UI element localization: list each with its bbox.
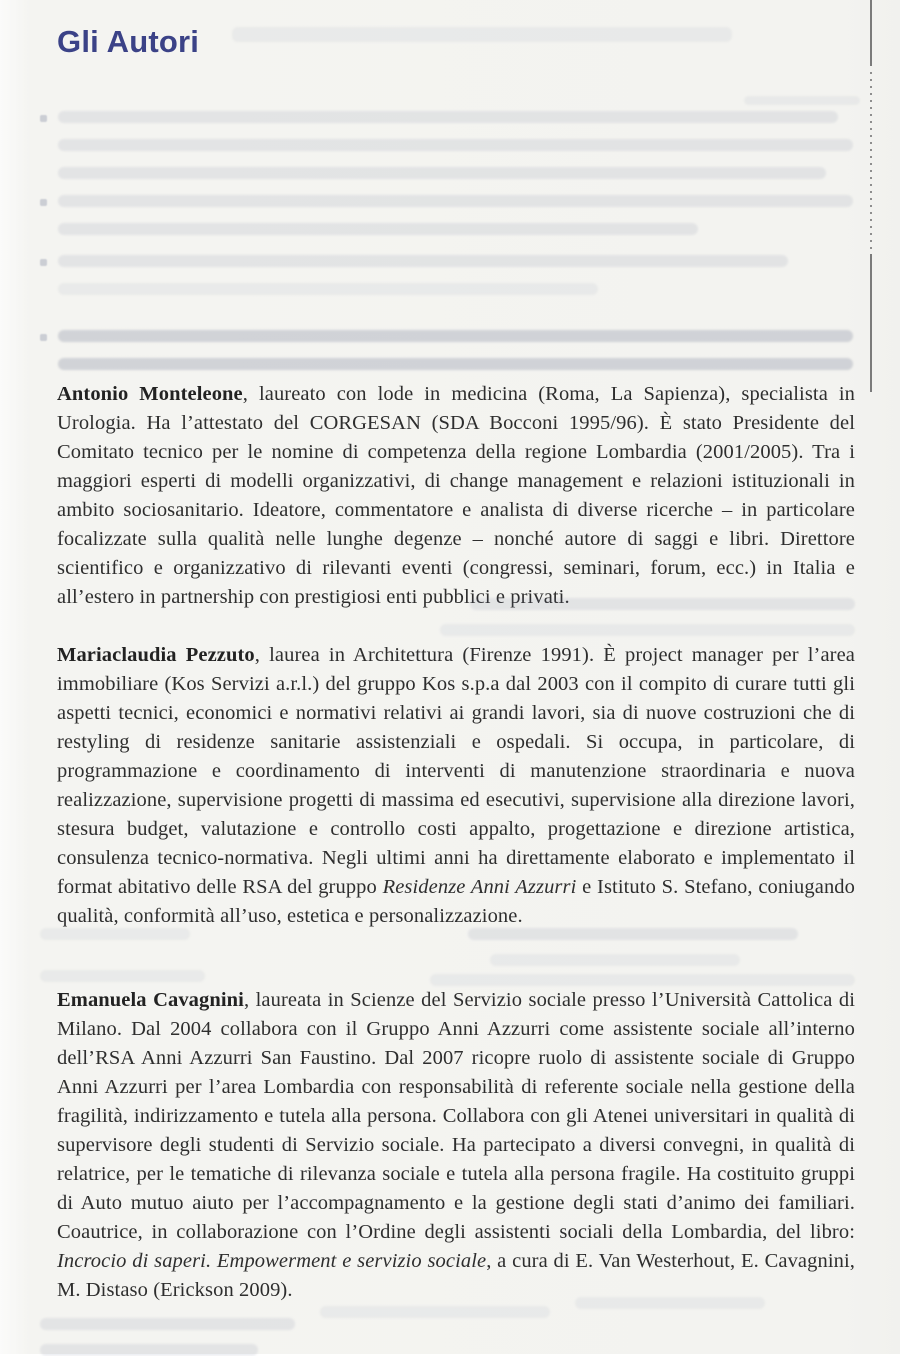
- ghost-text-line: [58, 223, 698, 235]
- ghost-bullet: [40, 115, 47, 122]
- page-edge-line-dotted: [870, 72, 872, 250]
- ghost-text-line: [490, 954, 740, 966]
- ghost-text-line: [58, 358, 853, 370]
- page-edge-line-bottom: [870, 254, 872, 392]
- ghost-text-line: [58, 139, 853, 151]
- ghost-text-line: [440, 624, 855, 636]
- ghost-text-line: [58, 111, 838, 123]
- ghost-text-line: [40, 1344, 258, 1356]
- ghost-bullet: [40, 259, 47, 266]
- ghost-text-line: [58, 255, 788, 267]
- ghost-running-head: [232, 27, 732, 42]
- ghost-text-line: [58, 195, 853, 207]
- author-bio-pezzuto: Mariaclaudia Pezzuto, laurea in Architettura (Firenze 1991). È project manager per l’area immobiliare (Kos Servizi a.r.l.) del gruppo Kos s.p.a dal 2003 con il compito di curare tutti gli aspetti tecnici, economici e normativi relativi ai grandi lavori, sia di nuove costruzioni che di restyling di residenze sanitarie assistenziali e ospedali. Si occupa, in particolare, di programmazione e coordinamento di interventi di manutenzione straordinaria e nuova realizzazione, supervisione progetti di massima ed esecutivi, supervisione alla direzione lavori, stesura budget, valutazione e controllo costi appalto, progettazione e direzione artistica, consulenza tecnico-normativa. Negli ultimi anni ha direttamente elaborato e implementato il format abitativo delle RSA del gruppo Residenze Anni Azzurri e Istituto S. Stefano, coniugando qualità, conformità all’uso, estetica e personalizzazione.: [57, 644, 855, 927]
- ghost-text-line: [58, 330, 853, 342]
- ghost-text-line: [744, 96, 860, 105]
- ghost-bullet: [40, 199, 47, 206]
- author-bio-monteleone: Antonio Monteleone, laureato con lode in medicina (Roma, La Sapienza), specialista in Urologia. Ha l’attestato del CORGESAN (SDA Bocconi 1995/96). È stato Presidente del Comitato tecnico per le nomine di competenza della regione Lombardia (2001/2005). Tra i maggiori esperti di modelli organizzativi, di change management e relazioni istituzionali in ambito sociosanitario. Ideatore, commentatore e analista di diverse ricerche – in particolare focalizzate sulla qualità nelle lunghe degenze – nonché autore di saggi e libri. Direttore scientifico e organizzativo di rilevanti eventi (congressi, seminari, forum, ecc.) in Italia e all’estero in partnership con prestigiosi enti pubblici e privati.: [57, 383, 855, 608]
- ghost-text-line: [468, 928, 798, 940]
- ghost-text-line: [58, 167, 826, 179]
- ghost-text-line: [40, 970, 205, 982]
- author-bio-cavagnini: Emanuela Cavagnini, laureata in Scienze del Servizio sociale presso l’Università Cattolica di Milano. Dal 2004 collabora con il Gruppo Anni Azzurri come assistente sociale all’interno dell’RSA Anni Azzurri San Faustino. Dal 2007 ricopre ruolo di assistente sociale di Gruppo Anni Azzurri per l’area Lombardia con responsabilità di referente sociale nella gestione della fragilità, indirizzamento e tutela alla persona. Collabora con gli Atenei universitari in qualità di supervisore degli studenti di Servizio sociale. Ha partecipato a diversi convegni, in qualità di relatrice, per le tematiche di rilevanza sociale e tutela alla persona fragile. Ha costituito gruppi di Auto mutuo aiuto per l’accompagnamento e la gestione degli stati d’animo dei familiari. Coautrice, in collaborazione con l’Ordine degli assistenti sociali della Lombardia, del libro: Incrocio di saperi. Empowerment e servizio sociale, a cura di E. Van Westerhout, E. Cavagnini, M. Distaso (Erickson 2009).: [57, 989, 855, 1301]
- ghost-text-line: [40, 1318, 295, 1330]
- ghost-text-line: [575, 1297, 765, 1309]
- ghost-text-line: [58, 283, 598, 295]
- ghost-bullet: [40, 334, 47, 341]
- page-edge-line-top: [870, 0, 872, 66]
- page-title: Gli Autori: [57, 24, 200, 59]
- ghost-text-line: [470, 598, 855, 610]
- ghost-text-line: [430, 974, 855, 986]
- ghost-text-line: [40, 928, 190, 940]
- ghost-text-line: [320, 1306, 550, 1318]
